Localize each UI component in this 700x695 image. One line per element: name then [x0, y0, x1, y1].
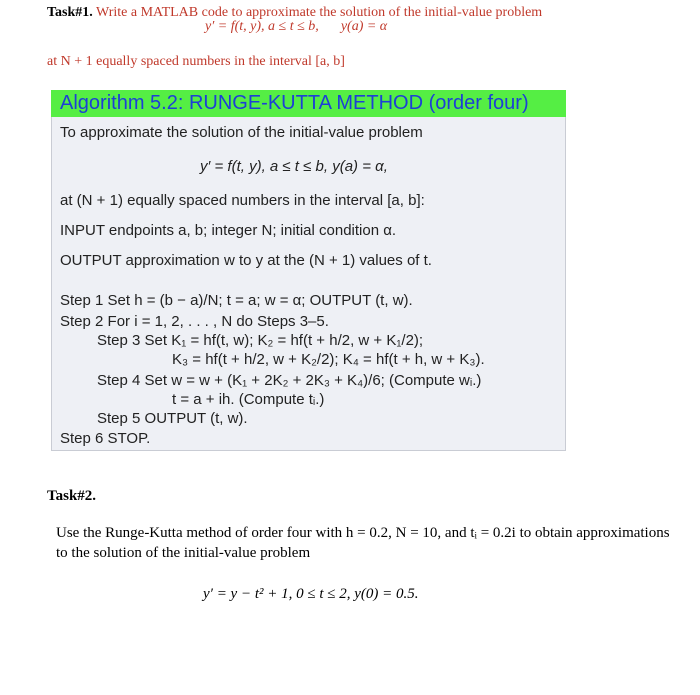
task2-text: Use the Runge-Kutta method of order four with h = 0.2, N = 10, and tᵢ = 0.2i to obtain approximations to the solution of the initial-value problem: [56, 525, 670, 561]
algorithm-step-5: Step 5 OUTPUT (t, w).: [97, 410, 248, 427]
algorithm-intro: To approximate the solution of the initial-value problem: [60, 124, 423, 141]
task1-initial-condition: y(a) = α: [340, 19, 388, 34]
algorithm-step-6: Step 6 STOP.: [60, 430, 151, 447]
task1-interval-text: at N + 1 equally spaced numbers in the interval [a, b]: [47, 54, 345, 69]
task1-label: Task#1.: [47, 5, 93, 20]
algorithm-ivp: y′ = f(t, y), a ≤ t ≤ b, y(a) = α,: [200, 158, 388, 175]
algorithm-step-4: Step 4 Set w = w + (K₁ + 2K₂ + 2K₃ + K₄)/6; (Compute wᵢ.): [97, 372, 482, 389]
task1-text: Write a MATLAB code to approximate the solution of the initial-value problem: [96, 5, 543, 20]
task2-label: Task#2.: [47, 488, 97, 504]
algorithm-step-1: Step 1 Set h = (b − a)/N; t = a; w = α; OUTPUT (t, w).: [60, 292, 413, 309]
algorithm-step-2: Step 2 For i = 1, 2, . . . , N do Steps 3–5.: [60, 313, 329, 330]
algorithm-step-3: Step 3 Set K₁ = hf(t, w); K₂ = hf(t + h/2, w + K₁/2);: [97, 332, 424, 349]
algorithm-output: OUTPUT approximation w to y at the (N + 1) values of t.: [60, 252, 432, 269]
algorithm-step-4-cont: t = a + ih. (Compute tᵢ.): [172, 391, 325, 408]
algorithm-step-3-cont: K₃ = hf(t + h/2, w + K₂/2); K₄ = hf(t + h, w + K₃).: [172, 351, 485, 368]
task1-equation-line: [205, 19, 387, 35]
algorithm-title: Algorithm 5.2: RUNGE-KUTTA METHOD (order four): [51, 90, 566, 117]
algorithm-spacing: at (N + 1) equally spaced numbers in the interval [a, b]:: [60, 192, 425, 209]
algorithm-input: INPUT endpoints a, b; integer N; initial condition α.: [60, 222, 397, 239]
task2-equation: y′ = y − t² + 1, 0 ≤ t ≤ 2, y(0) = 0.5.: [203, 586, 419, 602]
task1-equation: y′ = f(t, y), a ≤ t ≤ b,: [205, 19, 319, 34]
